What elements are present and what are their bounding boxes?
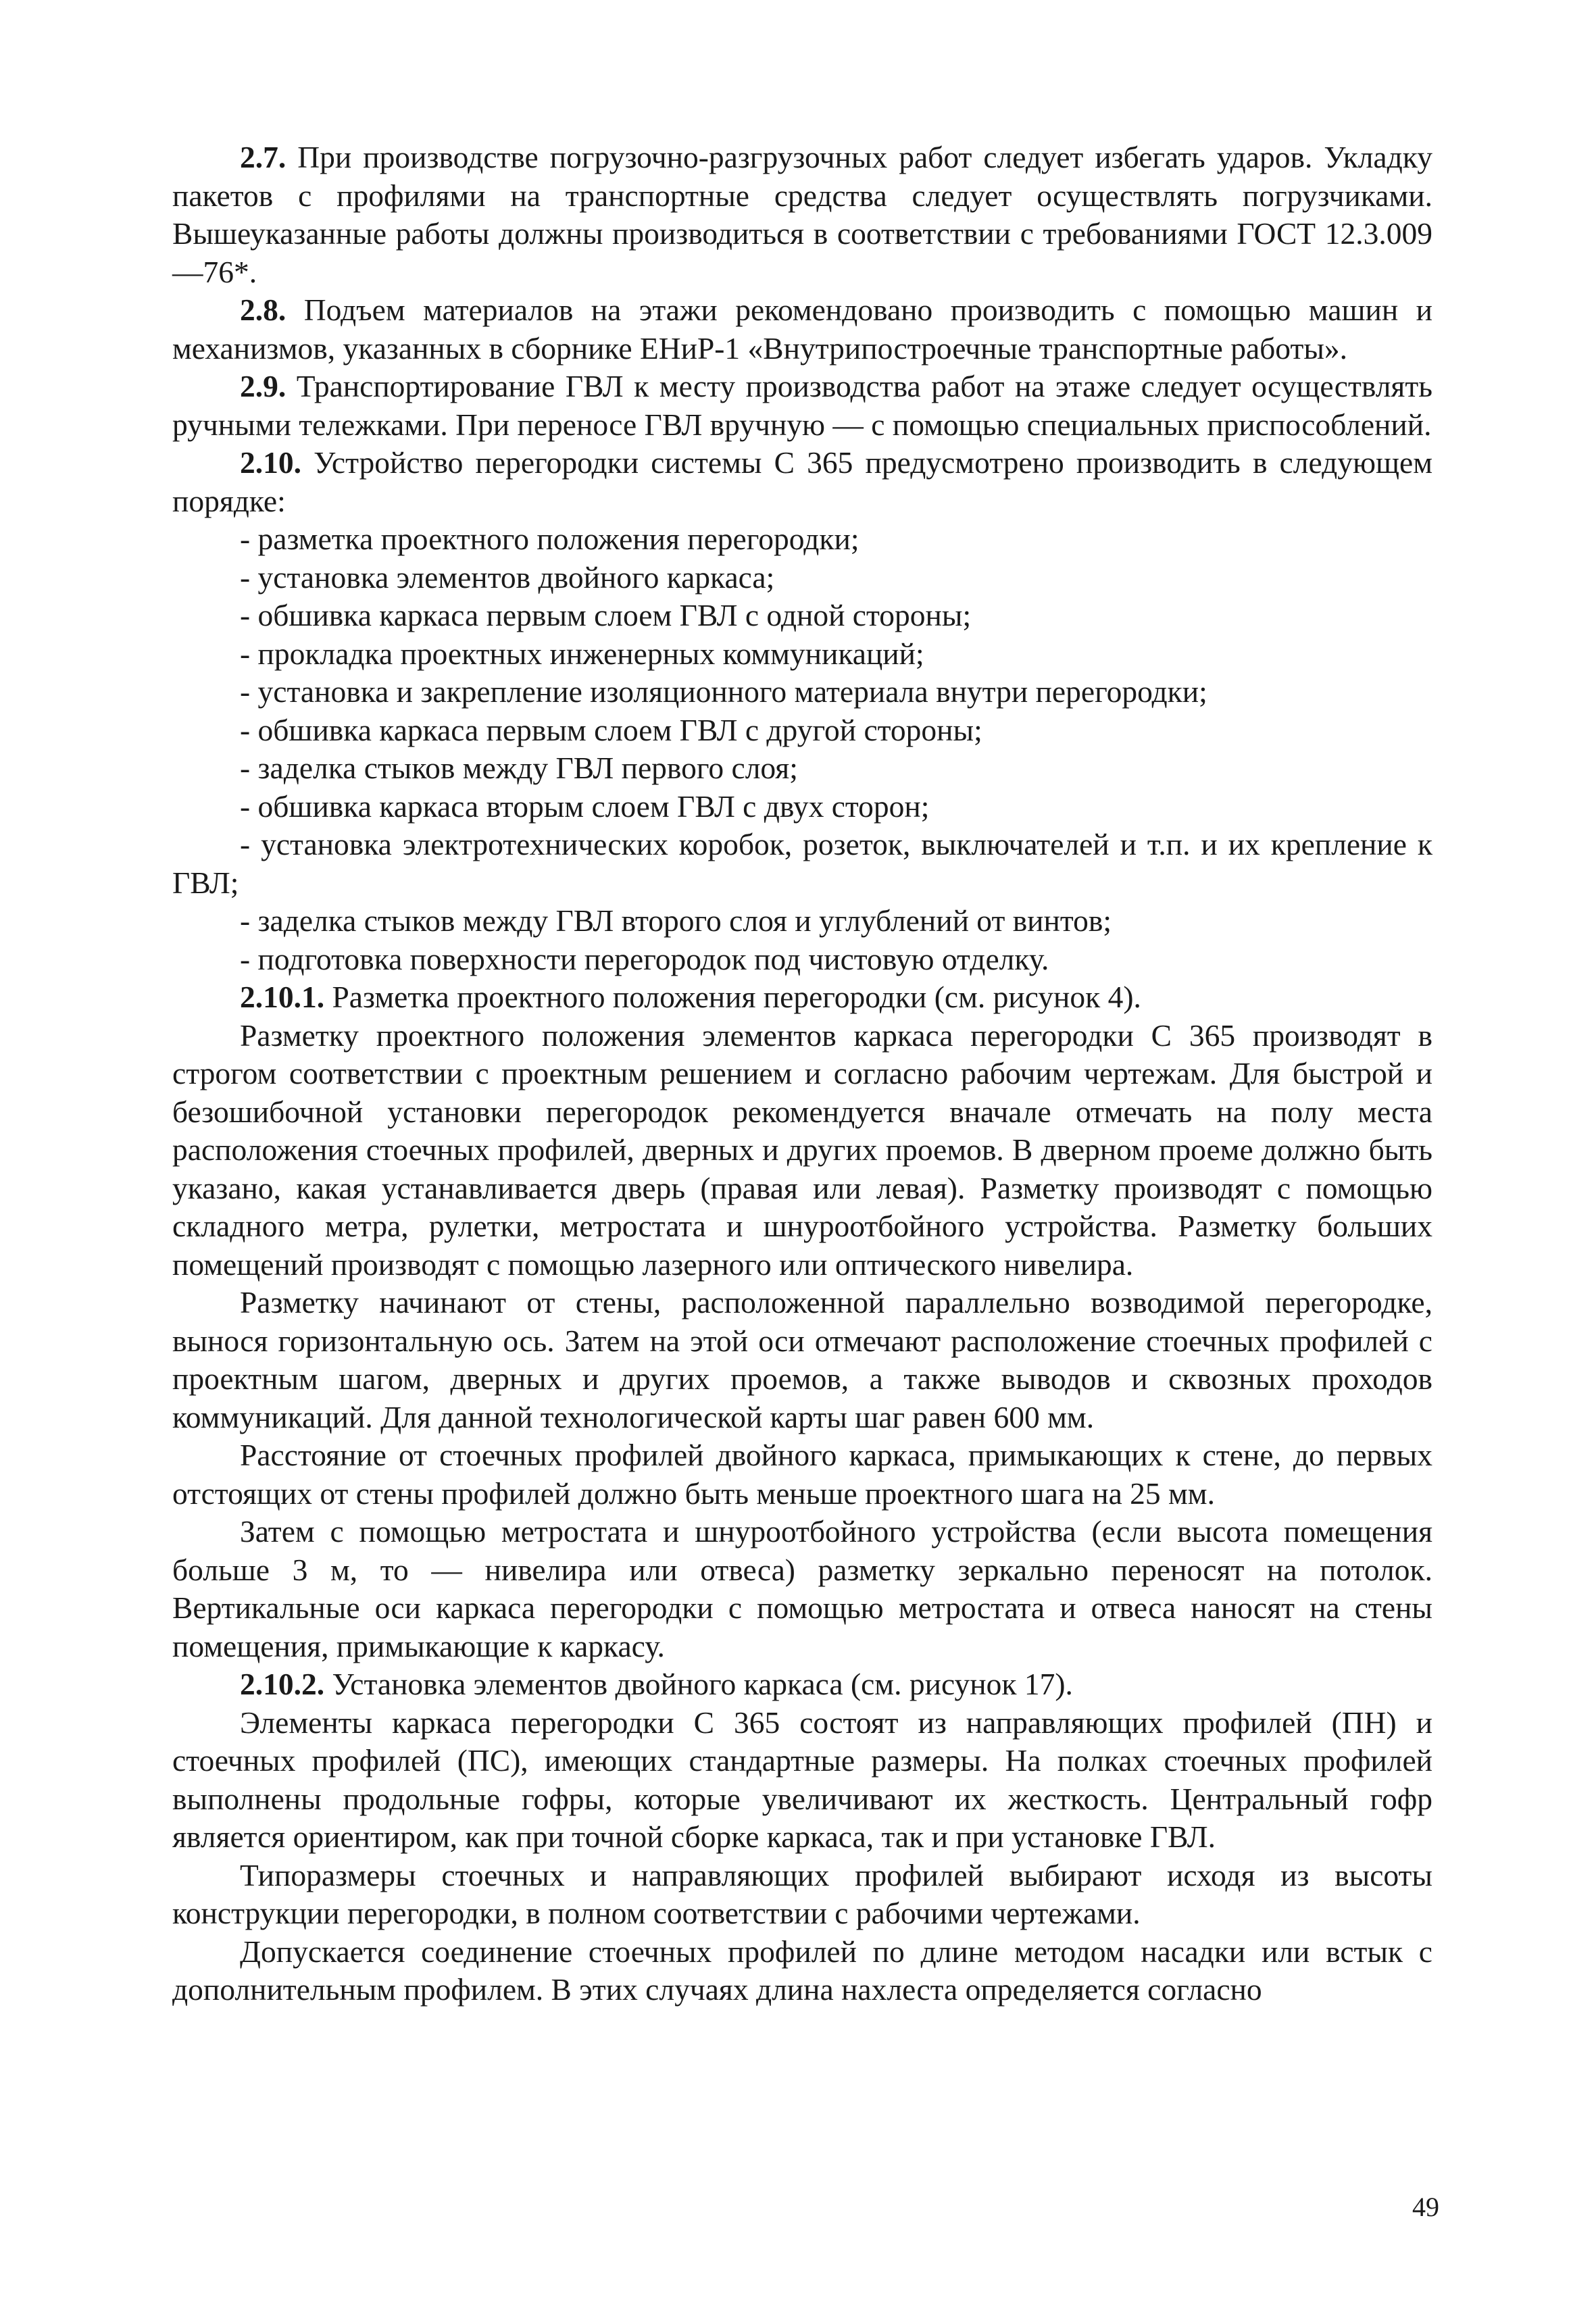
paragraph-text: Разметка проектного положения перегородки (см. рисунок 4).	[324, 980, 1141, 1014]
list-item-text: - заделка стыков между ГВЛ второго слоя и углублений от винтов;	[240, 903, 1112, 938]
list-item	[172, 673, 1432, 711]
paragraph-text: Затем с помощью метростата и шнуроотбойного устройства (если высота помещения больше 3 м, то — нивелира или отвеса) разметку зеркально переносят на потолок. Вертикальные оси каркаса перегородки с помощью метростата и отвеса наносят на стены помещения, примыкающие к каркасу.	[172, 1514, 1432, 1663]
section-number: 2.7.	[240, 140, 286, 174]
list-item-text: - обшивка каркаса первым слоем ГВЛ с другой стороны;	[240, 712, 982, 747]
paragraph-text: Разметку начинают от стены, расположенной параллельно возводимой перегородке, вынося горизонтальную ось. Затем на этой оси отмечают расположение стоечных профилей с проектным шагом, дверных и других проемов, а также выводов и сквозных проходов коммуникаций. Для данной технологической карты шаг равен 600 мм.	[172, 1285, 1432, 1434]
list-item	[172, 902, 1432, 940]
paragraph-text: Допускается соединение стоечных профилей по длине методом насадки или встык с дополнительным профилем. В этих случаях длина нахлеста определяется согласно	[172, 1934, 1432, 2007]
list-item-text: - подготовка поверхности перегородок под чистовую отделку.	[240, 941, 1049, 976]
list-item	[172, 788, 1432, 826]
section-number: 2.8.	[240, 293, 286, 327]
list-item-text: - прокладка проектных инженерных коммуникаций;	[240, 636, 924, 671]
paragraph-text: Транспортирование ГВЛ к месту производства работ на этаже следует осуществлять ручными тележками. При переносе ГВЛ вручную — с помощью специальных приспособлений.	[172, 369, 1432, 442]
paragraph-2-10-2	[172, 1665, 1432, 1704]
paragraph-text: Разметку проектного положения элементов каркаса перегородки С 365 производят в строгом соответствии с проектным решением и согласно рабочим чертежам. Для быстрой и безошибочной установки перегородок рекомендуется вначале отмечать на полу места расположения стоечных профилей, дверных и других проемов. В дверном проеме должно быть указано, какая устанавливается дверь (правая или левая). Разметку производят с помощью складного метра, рулетки, метростата и шнуроотбойного устройства. Разметку больших помещений производят с помощью лазерного или оптического нивелира.	[172, 1017, 1432, 1282]
page-number: 49	[1412, 2192, 1439, 2222]
paragraph-body	[172, 1436, 1432, 1513]
paragraph-text: Установка элементов двойного каркаса (см. рисунок 17).	[324, 1667, 1073, 1701]
section-number: 2.10.	[240, 445, 301, 480]
list-item	[172, 635, 1432, 674]
list-item	[172, 826, 1432, 902]
paragraph-body	[172, 1513, 1432, 1665]
list-item-text: - разметка проектного положения перегородки;	[240, 522, 859, 556]
paragraph-text: Типоразмеры стоечных и направляющих профилей выбирают исходя из высоты конструкции перегородки, в полном соответствии с рабочими чертежами.	[172, 1857, 1432, 1930]
paragraph-2-8	[172, 291, 1432, 368]
section-number: 2.9.	[240, 369, 286, 403]
paragraph-body	[172, 1857, 1432, 1933]
list-item-text: - обшивка каркаса вторым слоем ГВЛ с двух сторон;	[240, 788, 930, 824]
paragraph-body	[172, 1933, 1432, 2009]
paragraph-2-10-1	[172, 978, 1432, 1017]
paragraph-text: При производстве погрузочно-разгрузочных работ следует избегать ударов. Укладку пакетов с профилями на транспортные средства следует осуществлять погрузчиками. Вышеуказанные работы должны производиться в соответствии с требованиями ГОСТ 12.3.009—76*.	[172, 140, 1432, 289]
paragraph-body	[172, 1017, 1432, 1284]
list-item	[172, 711, 1432, 750]
list-item	[172, 940, 1432, 979]
list-item-text: - обшивка каркаса первым слоем ГВЛ с одной стороны;	[240, 598, 972, 632]
paragraph-text: Подъем материалов на этажи рекомендовано производить с помощью машин и механизмов, указанных в сборнике ЕНиР-1 «Внутрипостроечные транспортные работы».	[172, 293, 1432, 366]
paragraph-text: Элементы каркаса перегородки С 365 состоят из направляющих профилей (ПН) и стоечных профилей (ПС), имеющих стандартные размеры. На полках стоечных профилей выполнены продольные гофры, которые увеличивают их жесткость. Центральный гофр является ориентиром, как при точной сборке каркаса, так и при установке ГВЛ.	[172, 1705, 1432, 1854]
section-number: 2.10.2.	[240, 1667, 325, 1701]
paragraph-body	[172, 1704, 1432, 1857]
paragraph-2-10	[172, 444, 1432, 520]
list-item	[172, 559, 1432, 597]
paragraph-2-9	[172, 368, 1432, 444]
paragraph-text: Устройство перегородки системы С 365 предусмотрено производить в следующем порядке:	[172, 445, 1432, 518]
list-item-text: - установка электротехнических коробок, розеток, выключателей и т.п. и их крепление к ГВЛ;	[172, 827, 1432, 900]
list-item-text: - установка элементов двойного каркаса;	[240, 559, 775, 595]
list-item	[172, 749, 1432, 788]
list-item	[172, 597, 1432, 635]
body-text	[172, 139, 1432, 2009]
list-item-text: - заделка стыков между ГВЛ первого слоя;	[240, 751, 798, 785]
paragraph-2-7	[172, 139, 1432, 291]
list-item-text: - установка и закрепление изоляционного материала внутри перегородки;	[240, 674, 1207, 709]
paragraph-text: Расстояние от стоечных профилей двойного каркаса, примыкающих к стене, до первых отстоящих от стены профилей должно быть меньше проектного шага на 25 мм.	[172, 1438, 1432, 1511]
paragraph-body	[172, 1284, 1432, 1436]
section-number: 2.10.1.	[240, 980, 325, 1014]
list-item	[172, 520, 1432, 559]
